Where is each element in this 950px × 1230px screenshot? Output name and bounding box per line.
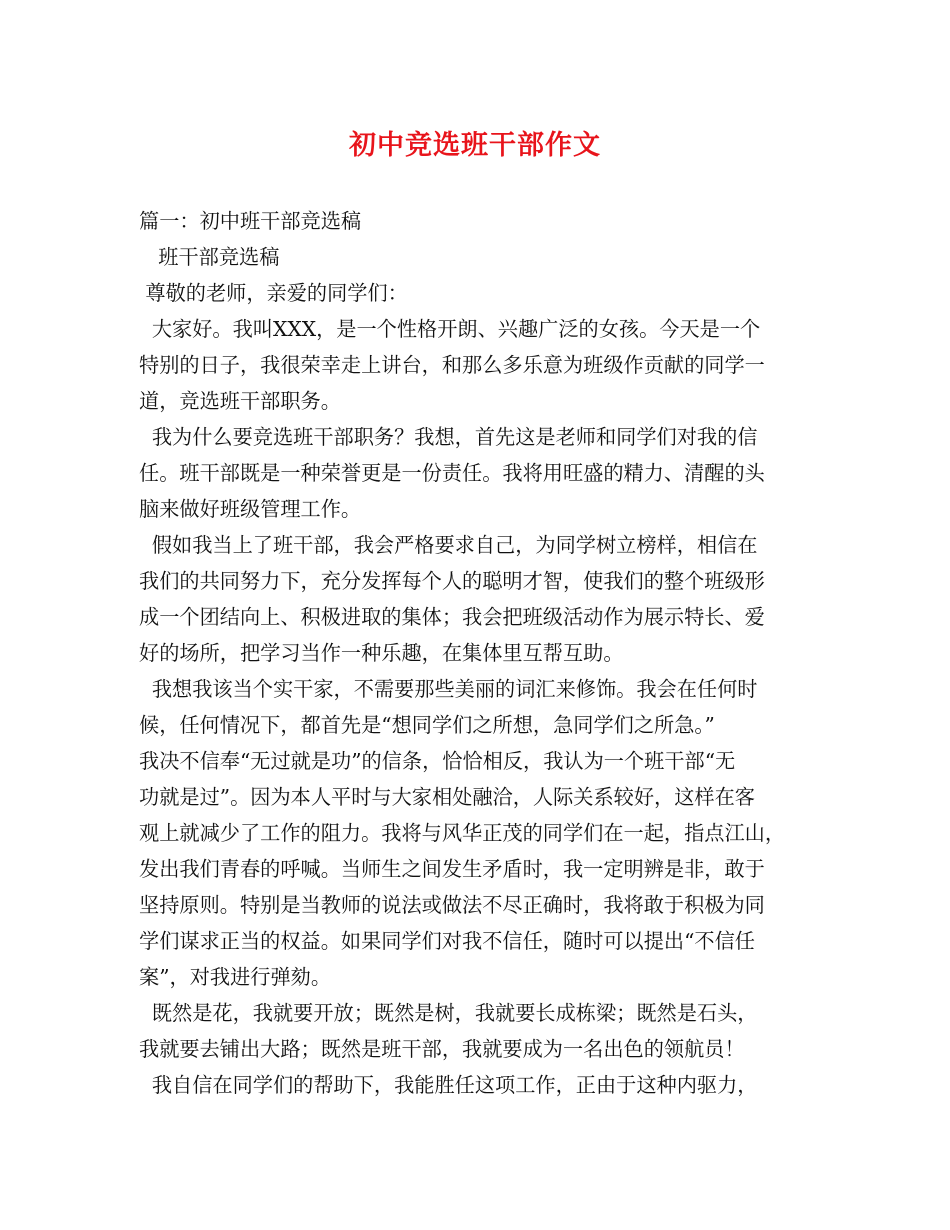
paragraph-line: 特别的日子，我很荣幸走上讲台，和那么多乐意为班级作贡献的同学一 <box>139 353 765 377</box>
paragraph-line: 我为什么要竞选班干部职务？我想，首先这是老师和同学们对我的信 <box>139 425 758 449</box>
paragraph-line: 任。班干部既是一种荣誉更是一份责任。我将用旺盛的精力、清醒的头 <box>139 461 765 485</box>
paragraph-line: 成一个团结向上、积极进取的集体；我会把班级活动作为展示特长、爱 <box>139 605 765 629</box>
document-body <box>139 203 819 1103</box>
paragraph-line: 我自信在同学们的帮助下，我能胜任这项工作，正由于这种内驱力， <box>139 1073 758 1097</box>
paragraph-line: 功就是过”。因为本人平时与大家相处融洽，人际关系较好，这样在客 <box>139 785 755 809</box>
paragraph-line: 我们的共同努力下，充分发挥每个人的聪明才智，使我们的整个班级形 <box>139 569 765 593</box>
paragraph-line: 好的场所，把学习当作一种乐趣，在集体里互帮互助。 <box>139 641 624 665</box>
paragraph-line: 脑来做好班级管理工作。 <box>139 497 362 521</box>
paragraph-line: 既然是花，我就要开放；既然是树，我就要长成栋梁；既然是石头， <box>139 1001 758 1025</box>
paragraph-line: 班干部竞选稿 <box>139 245 280 269</box>
paragraph-line: 篇一：初中班干部竞选稿 <box>139 209 362 233</box>
paragraph-line: 学们谋求正当的权益。如果同学们对我不信任，随时可以提出“不信任 <box>139 929 755 953</box>
paragraph-line: 发出我们青春的呼喊。当师生之间发生矛盾时，我一定明辨是非，敢于 <box>139 857 765 881</box>
paragraph-line: 我决不信奉“无过就是功”的信条，恰恰相反，我认为一个班干部“无 <box>139 749 736 773</box>
paragraph-line: 道，竞选班干部职务。 <box>139 389 341 413</box>
paragraph-line: 案”，对我进行弹劾。 <box>139 965 332 989</box>
paragraph-line: 假如我当上了班干部，我会严格要求自己，为同学树立榜样，相信在 <box>139 533 758 557</box>
paragraph-line: 我就要去铺出大路；既然是班干部，我就要成为一名出色的领航员！ <box>139 1037 745 1061</box>
paragraph-line: 尊敬的老师，亲爱的同学们： <box>139 281 408 305</box>
paragraph-line: 坚持原则。特别是当教师的说法或做法不尽正确时，我将敢于积极为同 <box>139 893 765 917</box>
paragraph-line: 候，任何情况下，都首先是“想同学们之所想，急同学们之所急。” <box>139 713 715 737</box>
document-title: 初中竞选班干部作文 <box>349 130 601 161</box>
paragraph-line: 我想我该当个实干家，不需要那些美丽的词汇来修饰。我会在任何时 <box>139 677 758 701</box>
paragraph-line: 大家好。我叫XXX，是一个性格开朗、兴趣广泛的女孩。今天是一个 <box>139 317 761 341</box>
paragraph-line: 观上就减少了工作的阻力。我将与风华正茂的同学们在一起，指点江山， <box>139 821 786 845</box>
